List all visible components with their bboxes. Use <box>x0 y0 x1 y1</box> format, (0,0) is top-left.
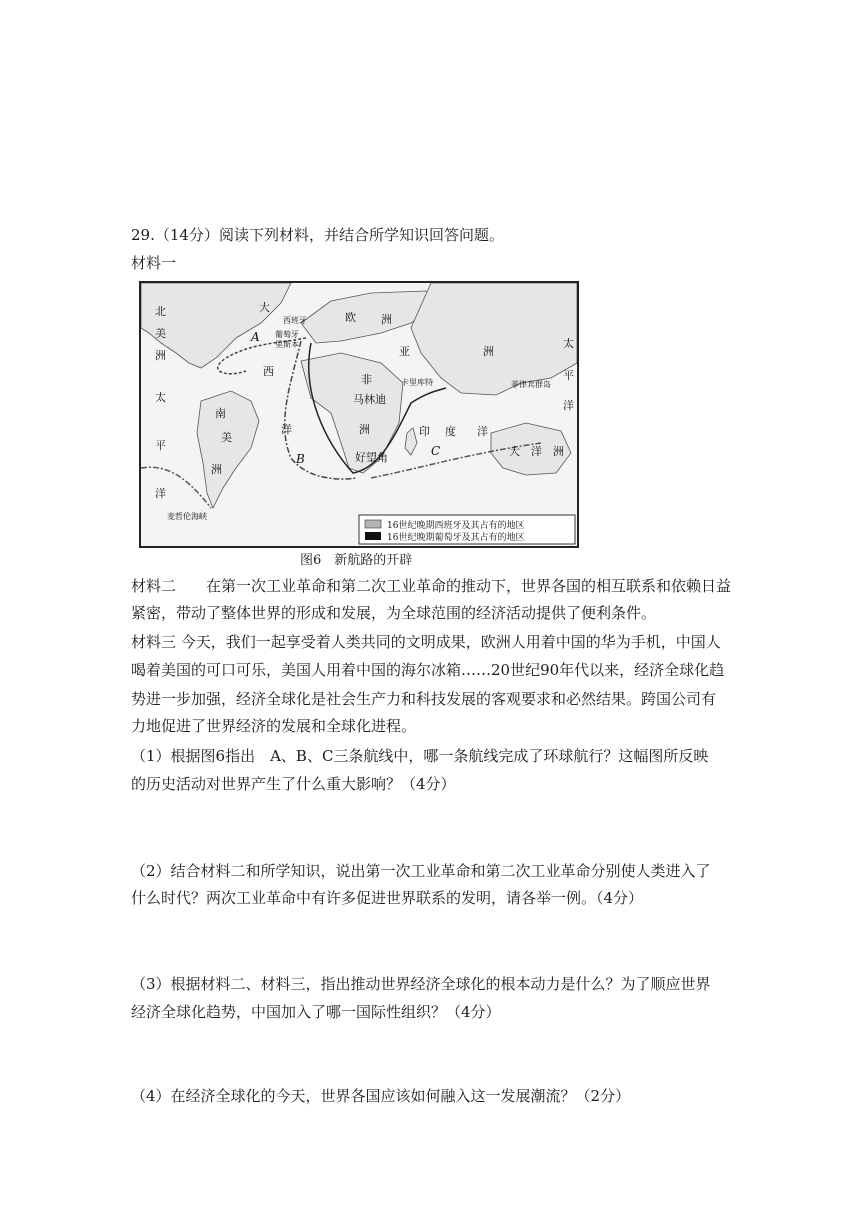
label-malindi: 马林迪 <box>353 393 386 406</box>
asia-shape <box>411 283 577 395</box>
label-indian-ocean-2: 度 <box>445 425 456 438</box>
label-asia-1: 亚 <box>399 345 410 358</box>
madagascar-shape <box>405 428 417 455</box>
subquestion-2-line-2: 什么时代？两次工业革命中有许多促进世界联系的发明，请各举一例。（4分） <box>131 889 644 907</box>
material3-line-4: 力地促进了世界经济的发展和全球化进程。 <box>131 717 417 735</box>
label-africa-2: 洲 <box>359 423 370 436</box>
material3-line-1: 材料三 今天，我们一起享受着人类共同的文明成果，欧洲人用着中国的华为手机，中国人 <box>131 633 721 651</box>
subquestion-3-line-1: （3）根据材料二、材料三，指出推动世界经济全球化的根本动力是什么？为了顺应世界 <box>131 975 711 993</box>
label-atlantic-3: 洋 <box>281 423 292 436</box>
label-africa-1: 非 <box>361 373 372 386</box>
label-calicut: 卡里库特 <box>401 378 433 387</box>
subquestion-1-line-2: 的历史活动对世界产生了什么重大影响？（4分） <box>131 775 456 793</box>
label-asia-2: 洲 <box>483 345 494 358</box>
route-map-figure <box>139 281 579 548</box>
label-north-america-3: 洲 <box>155 349 166 362</box>
label-north-america-2: 美 <box>155 327 166 340</box>
label-spain: 西班牙 <box>283 316 307 325</box>
south-america-shape <box>197 391 259 508</box>
legend-swatch-portugal <box>365 532 381 540</box>
label-europe-2: 洲 <box>381 313 392 326</box>
label-philippines: 菲律宾群岛 <box>511 380 551 389</box>
material2-line-1: 材料二 在第一次工业革命和第二次工业革命的推动下，世界各国的相互联系和依赖日益 <box>131 577 732 595</box>
label-portugal: 葡萄牙 <box>275 330 299 339</box>
subquestion-4-line-1: （4）在经济全球化的今天，世界各国应该如何融入这一发展潮流？（2分） <box>131 1087 631 1105</box>
label-atlantic-2: 西 <box>263 365 274 378</box>
label-pacific-left-1: 太 <box>155 391 166 404</box>
label-route-a: A <box>251 330 260 344</box>
label-south-america-3: 洲 <box>211 463 222 476</box>
legend-swatch-spain <box>365 520 381 528</box>
material1-label: 材料一 <box>131 254 177 272</box>
label-lisbon: 里斯本 <box>275 340 299 349</box>
label-europe-1: 欧 <box>345 311 356 324</box>
label-pacific-right-1: 太 <box>563 337 574 350</box>
subquestion-2-line-1: （2）结合材料二和所学知识，说出第一次工业革命和第二次工业革命分别使人类进入了 <box>131 862 711 880</box>
label-atlantic-1: 大 <box>259 301 270 314</box>
question-heading: 29.（14分）阅读下列材料，并结合所学知识回答问题。 <box>131 226 504 244</box>
route-map <box>141 283 577 546</box>
label-indian-ocean-3: 洋 <box>477 425 488 438</box>
material3-line-2: 喝着美国的可口可乐，美国人用着中国的海尔冰箱……20世纪90年代以来，经济全球化趋 <box>131 661 725 679</box>
label-oceania: 大 洋 洲 <box>509 445 564 458</box>
label-north-america-1: 北 <box>155 305 166 318</box>
label-pacific-left-2: 平 <box>155 439 166 452</box>
label-indian-ocean-1: 印 <box>419 425 430 438</box>
label-south-america-1: 南 <box>215 407 226 420</box>
material3-line-3: 势进一步加强，经济全球化是社会生产力和科技发展的客观要求和必然结果。跨国公司有 <box>131 690 717 708</box>
label-south-america-2: 美 <box>221 431 232 444</box>
label-pacific-left-3: 洋 <box>155 487 166 500</box>
label-pacific-right-3: 洋 <box>563 399 574 412</box>
material2-line-2: 紧密，带动了整体世界的形成和发展，为全球范围的经济活动提供了便利条件。 <box>131 604 657 622</box>
figure-caption: 图6 新航路的开辟 <box>300 553 413 568</box>
label-cape: 好望角 <box>355 451 388 464</box>
label-magellan-strait: 麦哲伦海峡 <box>167 512 207 521</box>
label-route-c: C <box>431 444 441 458</box>
label-pacific-right-2: 平 <box>563 369 574 382</box>
legend-text-portugal: 16世纪晚期葡萄牙及其占有的地区 <box>387 533 525 543</box>
subquestion-3-line-2: 经济全球化趋势，中国加入了哪一国际性组织？（4分） <box>131 1003 501 1021</box>
subquestion-1-line-1: （1）根据图6指出 A、B、C三条航线中，哪一条航线完成了环球航行？这幅图所反映 <box>131 747 709 765</box>
label-route-b: B <box>296 452 305 466</box>
legend-text-spain: 16世纪晚期西班牙及其占有的地区 <box>387 521 525 531</box>
pacific-route-line <box>141 467 211 508</box>
